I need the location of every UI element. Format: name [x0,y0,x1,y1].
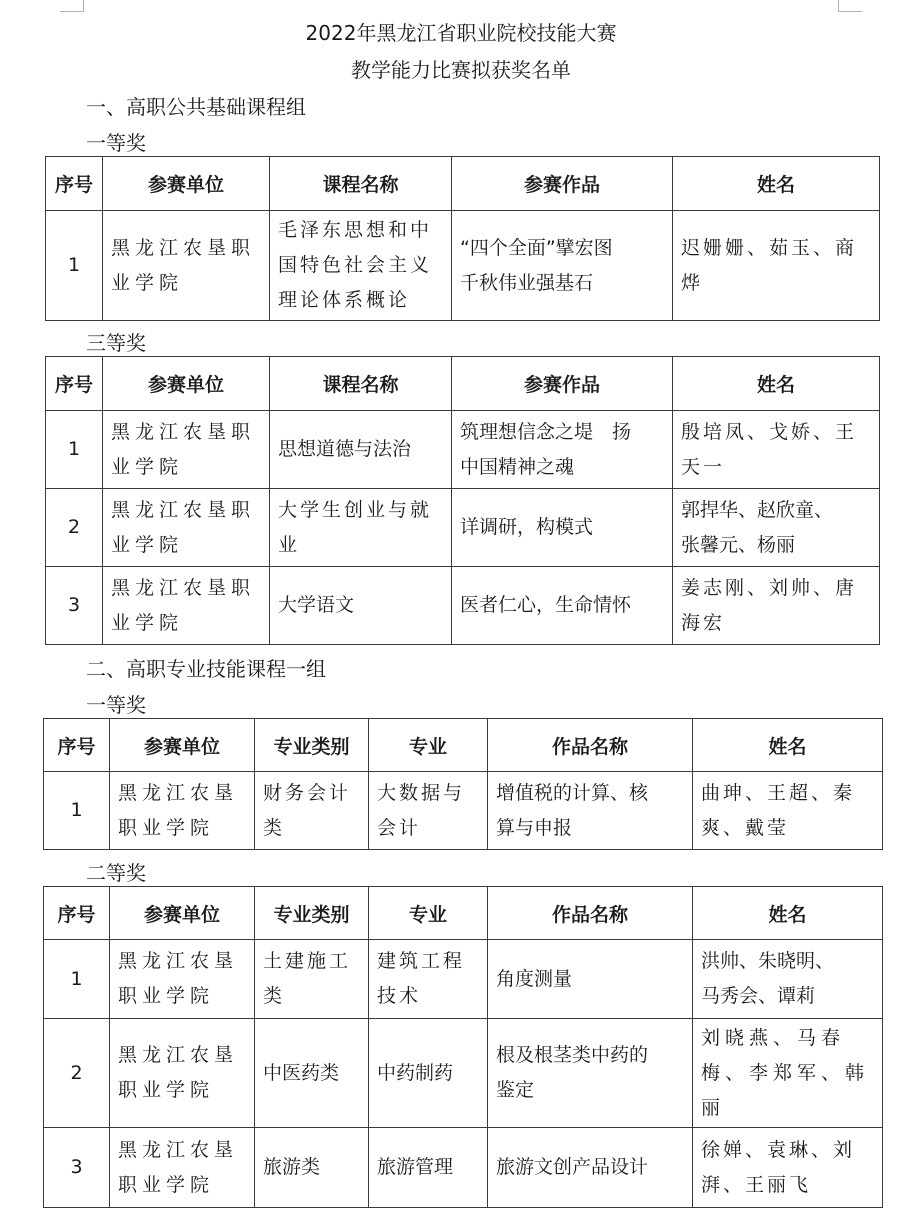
section2-first-table [43,718,883,850]
cell-course: 大学语文 [270,567,452,645]
header-names: 姓名 [673,357,880,411]
cell-category: 中医药类 [255,1019,369,1128]
cell-work: “四个全面”擘宏图 千秋伟业强基石 [452,211,673,321]
section2-award-second-label: 二等奖 [86,861,146,885]
cell-no: 3 [46,567,103,645]
cell-work: 筑理想信念之堤 扬 中国精神之魂 [452,411,673,489]
header-work: 作品名称 [488,887,693,940]
table-row [44,940,883,1019]
cell-work: 医者仁心，生命情怀 [452,567,673,645]
header-major: 专业 [369,719,488,772]
table-header-row [46,157,880,211]
header-no: 序号 [46,157,103,211]
cell-unit: 黑龙江农垦 职业学院 [110,1019,255,1128]
cell-names: 刘晓燕、马春 梅、李郑军、韩 丽 [693,1019,883,1128]
header-unit: 参赛单位 [103,357,270,411]
cell-major: 中药制药 [369,1019,488,1128]
cell-names: 洪帅、朱晓明、 马秀会、谭莉 [693,940,883,1019]
page-corner-mark-right [838,0,862,12]
cell-category: 财务会计 类 [255,772,369,850]
header-unit: 参赛单位 [110,719,255,772]
cell-major: 建筑工程 技术 [369,940,488,1019]
cell-category: 土建施工 类 [255,940,369,1019]
table-row [44,772,883,850]
cell-major: 旅游管理 [369,1128,488,1208]
table-row [46,211,880,321]
header-no: 序号 [46,357,103,411]
header-work: 作品名称 [488,719,693,772]
cell-unit: 黑龙江农垦 职业学院 [110,940,255,1019]
table-row [46,567,880,645]
table-row [44,1019,883,1128]
cell-course: 毛泽东思想和中 国特色社会主义 理论体系概论 [270,211,452,321]
cell-work: 详调研，构模式 [452,489,673,567]
section1-third-table [45,356,880,645]
header-work: 参赛作品 [452,157,673,211]
header-unit: 参赛单位 [103,157,270,211]
cell-major: 大数据与 会计 [369,772,488,850]
header-names: 姓名 [673,157,880,211]
cell-no: 1 [44,940,110,1019]
section2-heading: 二、高职专业技能课程一组 [86,657,326,681]
header-unit: 参赛单位 [110,887,255,940]
cell-unit: 黑龙江农垦职 业学院 [103,411,270,489]
cell-work: 旅游文创产品设计 [488,1128,693,1208]
cell-names: 曲珅、王超、秦 爽、戴莹 [693,772,883,850]
cell-category: 旅游类 [255,1128,369,1208]
header-major: 专业 [369,887,488,940]
cell-no: 1 [46,211,103,321]
cell-no: 1 [44,772,110,850]
cell-work: 增值税的计算、核 算与申报 [488,772,693,850]
cell-unit: 黑龙江农垦职 业学院 [103,211,270,321]
header-category: 专业类别 [255,719,369,772]
doc-title-line1: 2022年黑龙江省职业院校技能大赛 [305,21,617,45]
section2-second-table [43,886,883,1208]
header-no: 序号 [44,887,110,940]
header-work: 参赛作品 [452,357,673,411]
cell-names: 郭捍华、赵欣童、 张馨元、杨丽 [673,489,880,567]
header-names: 姓名 [693,719,883,772]
cell-names: 殷培凤、戈娇、王 天一 [673,411,880,489]
cell-no: 1 [46,411,103,489]
cell-unit: 黑龙江农垦职 业学院 [103,567,270,645]
cell-unit: 黑龙江农垦 职业学院 [110,772,255,850]
cell-unit: 黑龙江农垦职 业学院 [103,489,270,567]
cell-names: 徐婵、袁琳、刘 湃、王丽飞 [693,1128,883,1208]
table-header-row [44,719,883,772]
cell-work: 角度测量 [488,940,693,1019]
table-row [46,411,880,489]
section1-award-first-label: 一等奖 [86,131,146,155]
section1-heading: 一、高职公共基础课程组 [86,95,306,119]
doc-title-line2: 教学能力比赛拟获奖名单 [351,58,571,82]
section1-first-table [45,156,880,321]
header-no: 序号 [44,719,110,772]
table-header-row [46,357,880,411]
section1-award-third-label: 三等奖 [86,331,146,355]
cell-no: 3 [44,1128,110,1208]
header-course: 课程名称 [270,357,452,411]
cell-course: 思想道德与法治 [270,411,452,489]
table-row [46,489,880,567]
cell-no: 2 [44,1019,110,1128]
cell-names: 迟姗姗、茹玉、商 烨 [673,211,880,321]
cell-names: 姜志刚、刘帅、唐 海宏 [673,567,880,645]
cell-work: 根及根茎类中药的 鉴定 [488,1019,693,1128]
cell-unit: 黑龙江农垦 职业学院 [110,1128,255,1208]
cell-course: 大学生创业与就 业 [270,489,452,567]
header-names: 姓名 [693,887,883,940]
table-row [44,1128,883,1208]
page-corner-mark-left [60,0,84,12]
header-course: 课程名称 [270,157,452,211]
table-header-row [44,887,883,940]
cell-no: 2 [46,489,103,567]
header-category: 专业类别 [255,887,369,940]
section2-award-first-label: 一等奖 [86,693,146,717]
